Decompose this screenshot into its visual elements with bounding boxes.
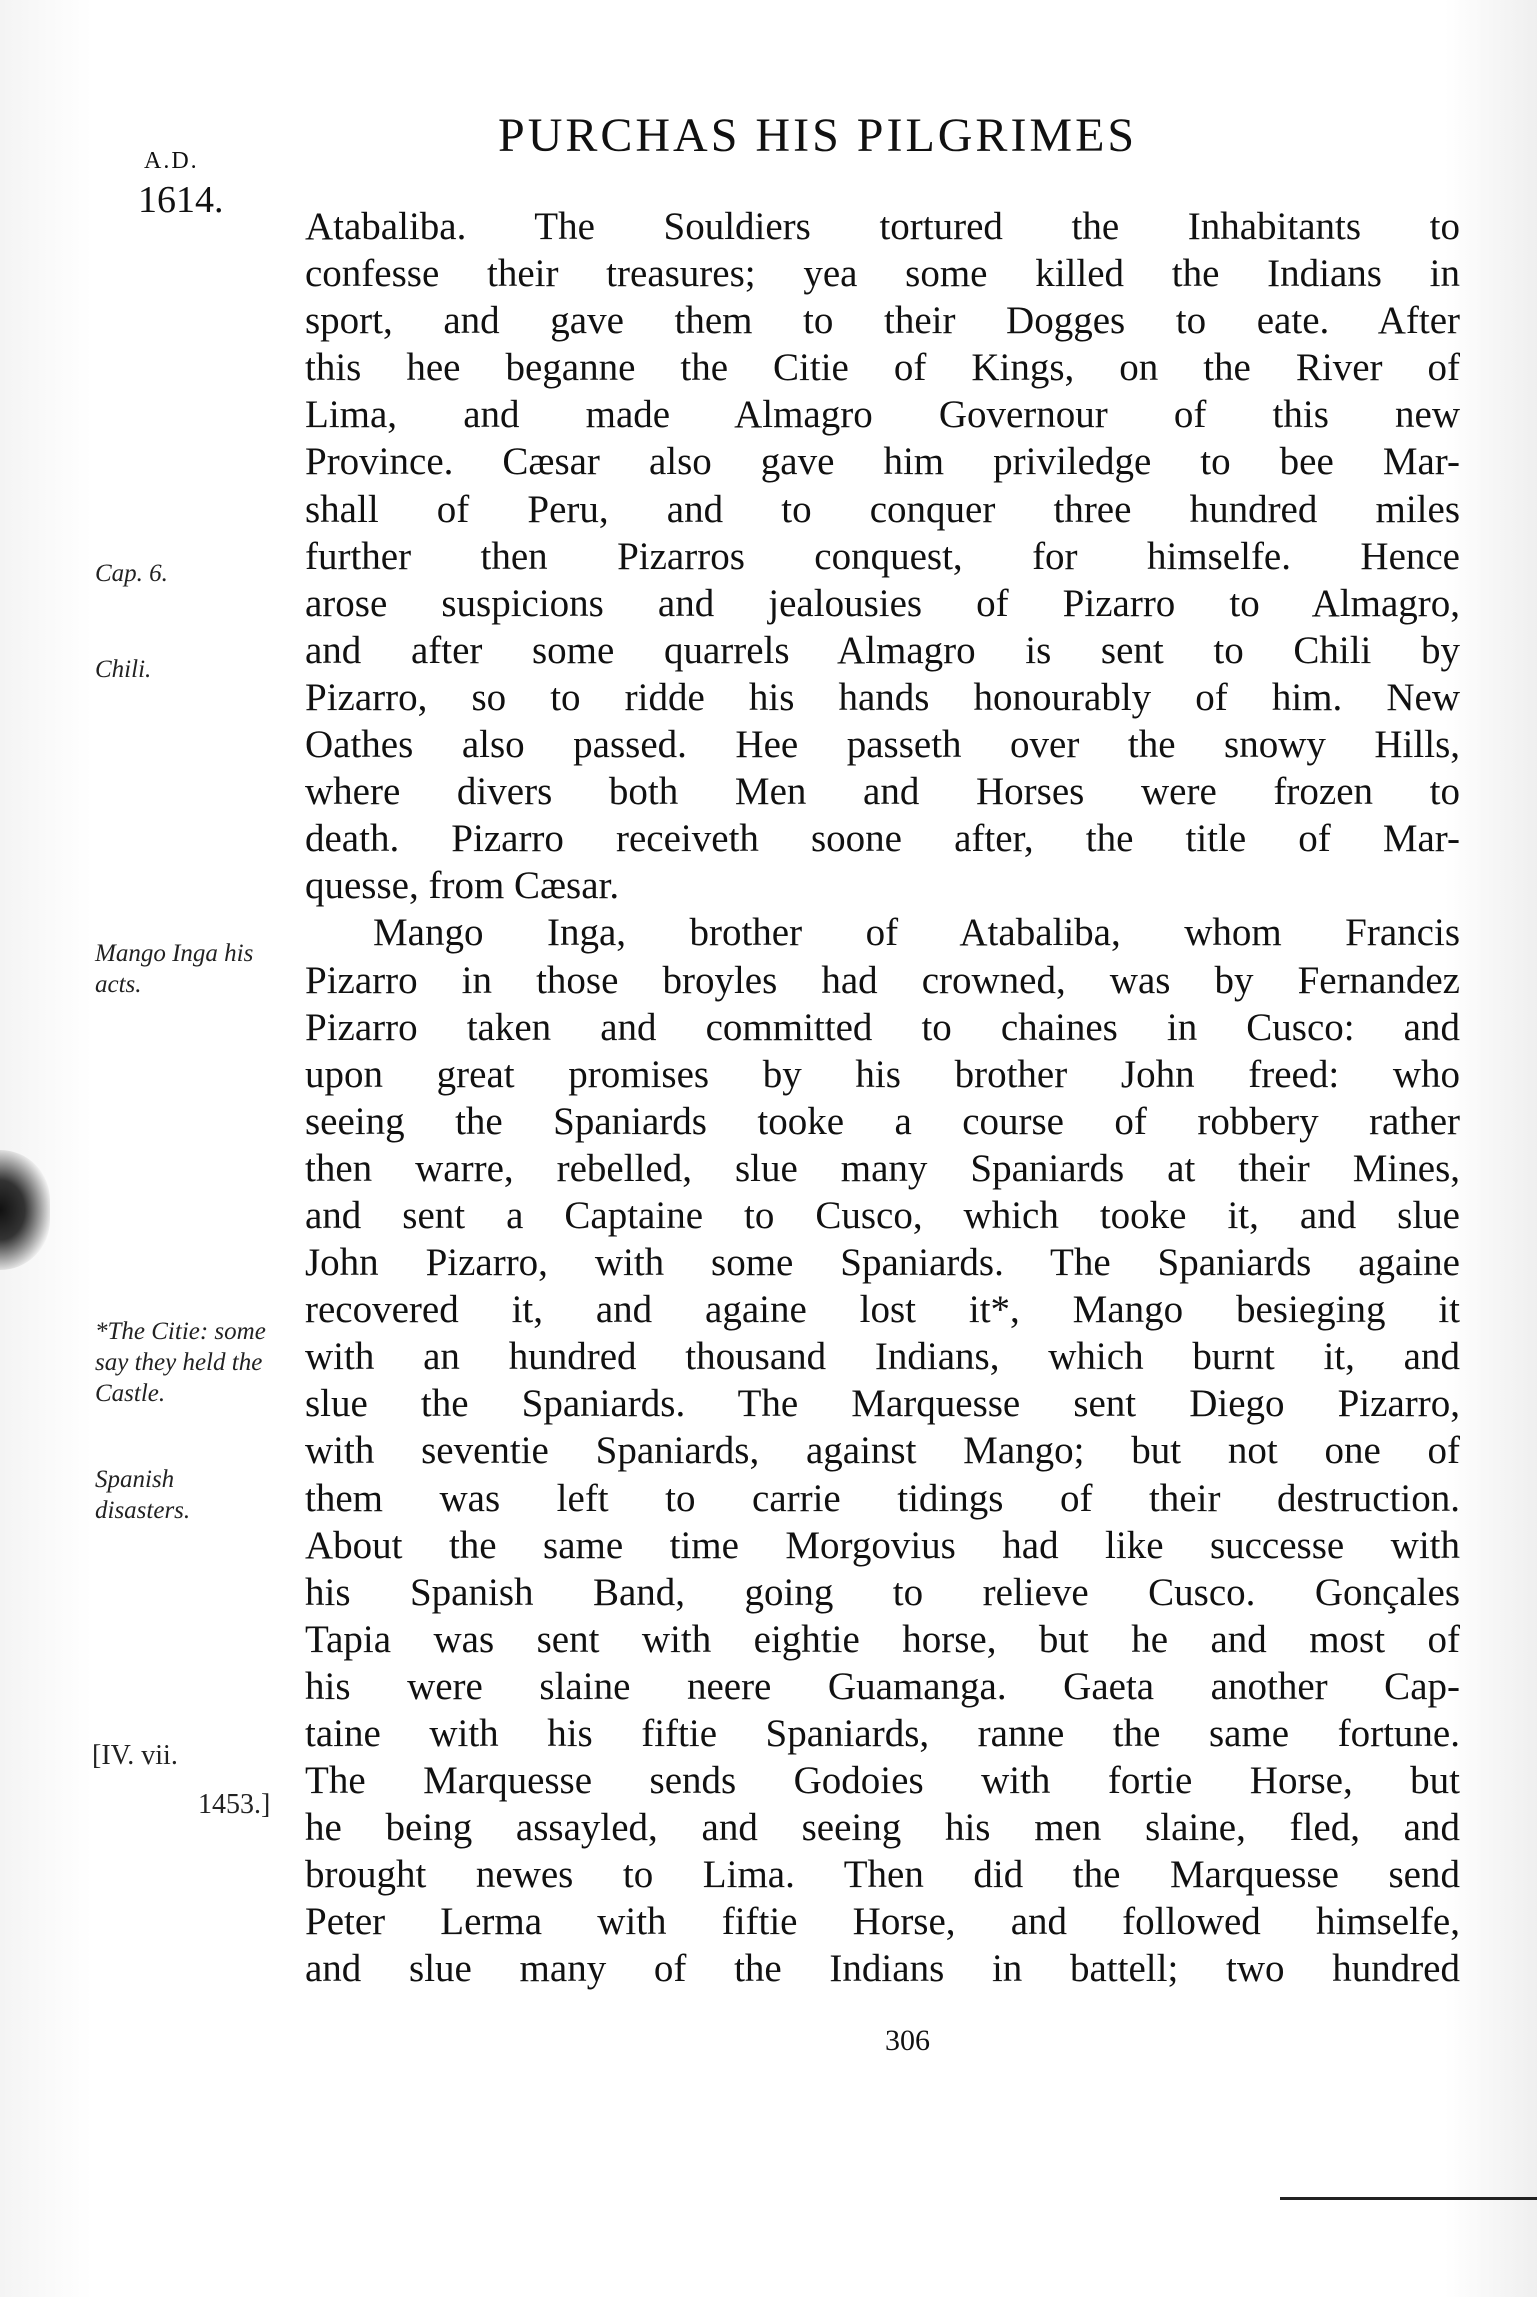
margin-note-mango-inga: Mango Inga his acts. [95,940,254,998]
text-line: his were slaine neere Guamanga. Gaeta another Cap- [305,1664,1460,1708]
text-line: further then Pizarros conquest, for himselfe. Hence [305,534,1460,578]
text-line: seeing the Spaniards tooke a course of robbery rather [305,1099,1460,1143]
text-line: quesse, from Cæsar. [305,864,620,908]
margin-note-spanish-disasters: Spanish disasters. [95,1466,191,1524]
text-line: and after some quarrels Almagro is sent to Chili by [305,628,1460,672]
text-line: upon great promises by his brother John freed: who [305,1052,1460,1096]
text-line: About the same time Morgovius had like successe with [305,1523,1460,1567]
page-number: 306 [885,2024,930,2057]
text-line: then warre, rebelled, slue many Spaniards at their Mines, [305,1146,1460,1190]
text-line: he being assayled, and seeing his men slaine, fled, and [305,1806,1460,1850]
text-line: confesse their treasures; yea some killed the Indians in [305,252,1460,296]
text-line: slue the Spaniards. The Marquesse sent Diego Pizarro, [305,1382,1460,1426]
text-line: taine with his fiftie Spaniards, ranne the same fortune. [305,1712,1460,1755]
margin-note-cap6: Cap. 6. [95,560,168,587]
text-line: with an hundred thousand Indians, which burnt it, and [305,1335,1460,1379]
text-line: shall of Peru, and to conquer three hundred miles [305,487,1460,531]
text-line: sport, and gave them to their Dogges to eate. After [305,299,1460,343]
text-line: recovered it, and againe lost it*, Mango besieging it [305,1288,1460,1332]
thumb-shadow [0,1150,50,1270]
text-line: death. Pizarro receiveth soone after, the title of Mar- [305,817,1460,861]
text-line: them was left to carrie tidings of their destruction. [305,1476,1460,1520]
text-line: arose suspicions and jealousies of Pizarro to Almagro, [305,581,1460,625]
text-line: Mango Inga, brother of Atabaliba, whom Francis [373,911,1460,955]
text-line: Peter Lerma with fiftie Horse, and followed himselfe, [305,1900,1460,1944]
text-line: this hee beganne the Citie of Kings, on the River of [305,346,1460,390]
text-line: and slue many of the Indians in battell; two hundred [305,1947,1460,1991]
margin-ref-page: 1453.] [198,1789,271,1820]
header-ad-label: A.D. [144,148,199,174]
margin-ref-volume: [IV. vii. [92,1740,178,1771]
text-line: Pizarro in those broyles had crowned, was by Fernandez [305,958,1460,1002]
text-line: Atabaliba. The Souldiers tortured the Inhabitants to [305,205,1460,248]
margin-note-the-citie: *The Citie: some say they held the Castle. [95,1318,266,1407]
header-year: 1614. [138,179,224,221]
text-line: where divers both Men and Horses were frozen to [305,770,1460,814]
text-line: Tapia was sent with eightie horse, but he and most of [305,1617,1460,1661]
text-line: Oathes also passed. Hee passeth over the snowy Hills, [305,723,1460,767]
text-line: and sent a Captaine to Cusco, which tooke it, and slue [305,1193,1460,1237]
text-line: Pizarro, so to ridde his hands honourably of him. New [305,675,1460,719]
text-line: John Pizarro, with some Spaniards. The Spaniards againe [305,1241,1460,1285]
text-line: Pizarro taken and committed to chaines in Cusco: and [305,1005,1460,1049]
body-text [305,203,1460,1993]
running-title: PURCHAS HIS PILGRIMES [498,109,1138,162]
text-line: with seventie Spaniards, against Mango; but not one of [305,1429,1460,1473]
text-line: Province. Cæsar also gave him priviledge to bee Mar- [305,440,1460,484]
text-line: brought newes to Lima. Then did the Marquesse send [305,1853,1460,1897]
page-edge-rule [1280,2197,1537,2200]
text-line: Lima, and made Almagro Governour of this new [305,393,1460,437]
margin-note-chili: Chili. [95,656,152,683]
text-line: The Marquesse sends Godoies with fortie Horse, but [305,1759,1460,1803]
text-line: his Spanish Band, going to relieve Cusco. Gonçales [305,1570,1460,1614]
